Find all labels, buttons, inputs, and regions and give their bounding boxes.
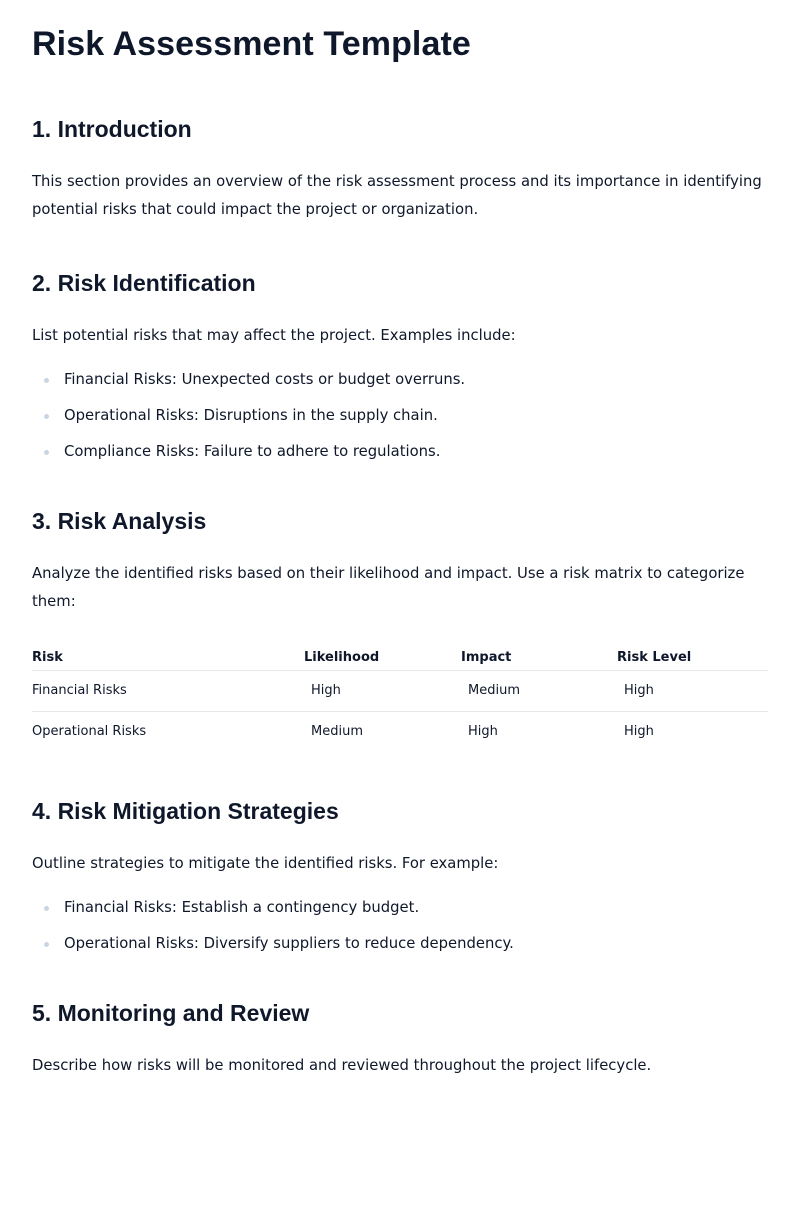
- table-cell-risk-level: High: [617, 671, 768, 712]
- table-cell-risk: Operational Risks: [32, 724, 147, 739]
- section-introduction: [32, 114, 768, 224]
- section-heading: 1. Introduction: [32, 116, 192, 142]
- table-cell-impact: Medium: [461, 671, 617, 712]
- column-header-likelihood: Likelihood: [304, 640, 461, 671]
- bullet-dot-icon: [44, 906, 49, 911]
- section-risk-identification: [32, 268, 768, 462]
- bullet-list: [32, 370, 768, 462]
- table-cell-likelihood: High: [304, 671, 461, 712]
- section-risk-mitigation: [32, 796, 768, 954]
- document-page: [0, 24, 800, 1080]
- table-row: [32, 712, 768, 753]
- bullet-list: [32, 898, 768, 954]
- table-cell-likelihood: Medium: [311, 724, 363, 739]
- table-cell-risk-level: High: [624, 724, 654, 739]
- list-item-text: Operational Risks: Diversify suppliers to reduce dependency.: [64, 935, 514, 952]
- section-monitoring-review: [32, 998, 768, 1080]
- list-item-text: Operational Risks: Disruptions in the supply chain.: [64, 407, 438, 424]
- section-paragraph: List potential risks that may affect the project. Examples include:: [32, 327, 516, 344]
- column-header-impact: Impact: [461, 640, 617, 671]
- bullet-dot-icon: [44, 378, 49, 383]
- list-item: [32, 370, 768, 390]
- section-paragraph: Outline strategies to mitigate the identified risks. For example:: [32, 855, 499, 872]
- table-header-row: [32, 640, 768, 671]
- section-paragraph: Describe how risks will be monitored and reviewed throughout the project lifecycle.: [32, 1057, 652, 1074]
- list-item-text: Compliance Risks: Failure to adhere to regulations.: [64, 443, 441, 460]
- list-item-text: Financial Risks: Unexpected costs or budget overruns.: [64, 371, 466, 388]
- list-item: [32, 406, 768, 426]
- section-paragraph: This section provides an overview of the risk assessment process and its importance in identifying potential risks that could impact the project or organization.: [32, 173, 762, 218]
- table-row: [32, 671, 768, 712]
- table-cell-risk: Financial Risks: [32, 671, 304, 712]
- section-heading: 4. Risk Mitigation Strategies: [32, 798, 339, 824]
- list-item: [32, 442, 768, 462]
- section-heading: 2. Risk Identification: [32, 270, 256, 296]
- bullet-dot-icon: [44, 450, 49, 455]
- section-heading: 3. Risk Analysis: [32, 508, 207, 534]
- column-header-risk-level: Risk Level: [617, 640, 768, 671]
- section-paragraph: Analyze the identified risks based on their likelihood and impact. Use a risk matrix to categorize them:: [32, 565, 745, 610]
- list-item: [32, 934, 768, 954]
- section-heading: 5. Monitoring and Review: [32, 1000, 310, 1026]
- list-item-text: Financial Risks: Establish a contingency budget.: [64, 899, 420, 916]
- bullet-dot-icon: [44, 414, 49, 419]
- risk-matrix-table: [32, 640, 768, 752]
- bullet-dot-icon: [44, 942, 49, 947]
- column-header-risk: Risk: [32, 640, 304, 671]
- table-cell-impact: High: [468, 724, 498, 739]
- section-risk-analysis: [32, 506, 768, 752]
- list-item: [32, 898, 768, 918]
- page-title: Risk Assessment Template: [32, 25, 471, 63]
